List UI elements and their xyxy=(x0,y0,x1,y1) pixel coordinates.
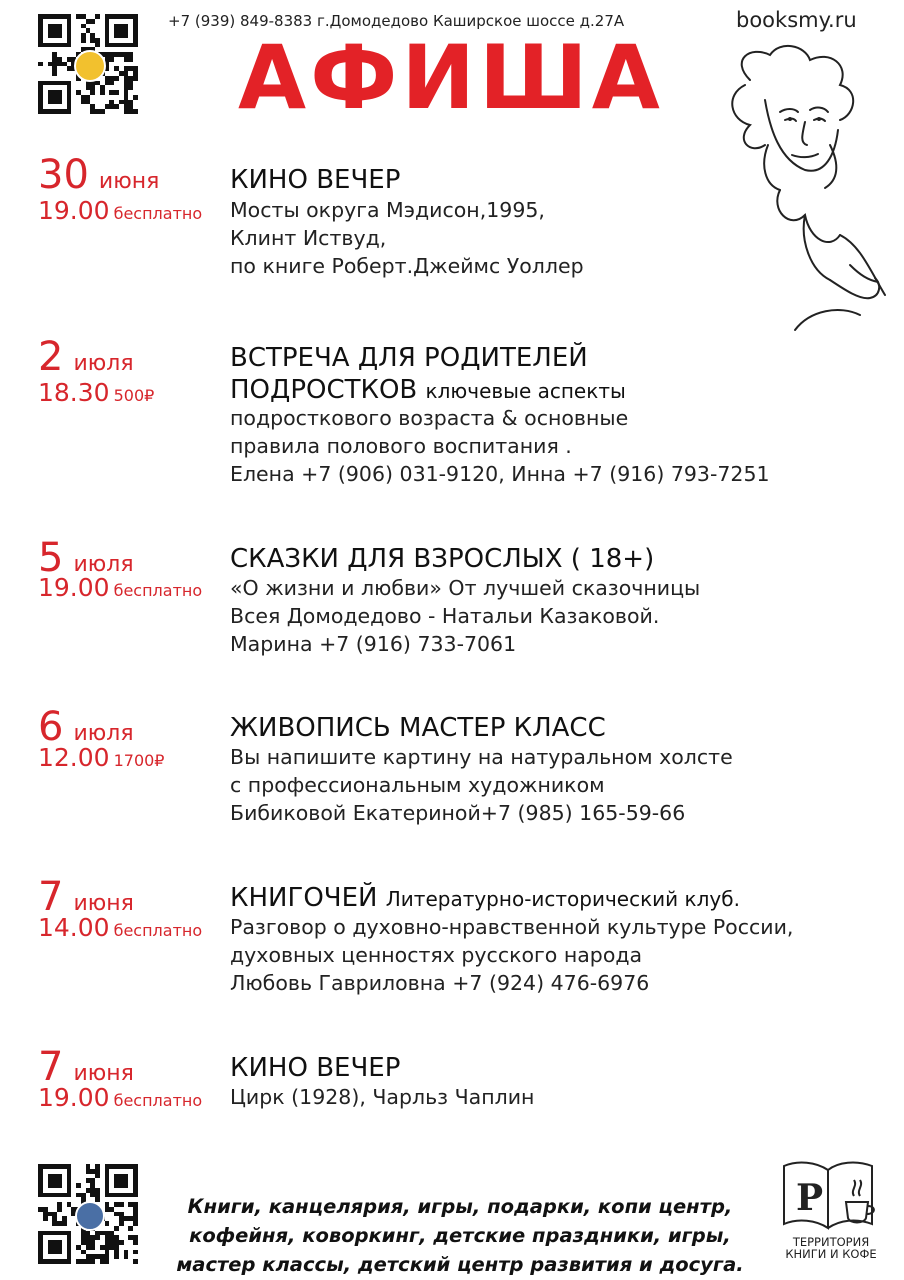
event-date xyxy=(38,334,134,380)
event-title: КНИГОЧЕЙ xyxy=(230,883,378,913)
event-title: ЖИВОПИСЬ МАСТЕР КЛАСС xyxy=(230,713,606,743)
event-line: Бибиковой Екатериной+7 (985) 165-59-66 xyxy=(230,801,686,825)
event-price: 500₽ xyxy=(113,386,155,405)
event-line: подросткового возраста & основные xyxy=(230,406,629,430)
event-month: июля xyxy=(73,351,134,376)
event-time-value: 19.00 xyxy=(38,1083,110,1112)
logo-caption xyxy=(770,1236,892,1260)
event-time-value: 12.00 xyxy=(38,743,110,772)
event-date xyxy=(38,1044,134,1090)
event-line: Всея Домодедово - Натальи Казаковой. xyxy=(230,604,660,628)
event-line: Клинт Иствуд, xyxy=(230,226,387,250)
event-time xyxy=(38,1085,202,1110)
event-time-value: 19.00 xyxy=(38,573,110,602)
event-month: июля xyxy=(73,721,134,746)
event-line: духовных ценностях русского народа xyxy=(230,943,643,967)
event-line: Любовь Гавриловна +7 (924) 476-6976 xyxy=(230,971,650,995)
logo-letter: Р xyxy=(796,1177,824,1219)
event-line: Цирк (1928), Чарльз Чаплин xyxy=(230,1085,535,1109)
event-month: июля xyxy=(73,552,134,577)
pushkin-sketch-icon xyxy=(710,40,900,340)
event-price: бесплатно xyxy=(113,1091,203,1110)
footer-line: кофейня, коворкинг, детские праздники, игры, xyxy=(189,1224,731,1247)
qr-logo-icon xyxy=(74,50,106,82)
event-price: бесплатно xyxy=(113,204,203,223)
event-day: 2 xyxy=(38,334,64,380)
event-time xyxy=(38,745,164,770)
event-day: 6 xyxy=(38,704,64,750)
logo-line1: ТЕРРИТОРИЯ xyxy=(792,1235,870,1249)
event-title2: ПОДРОСТКОВ xyxy=(230,375,418,405)
footer-line: мастер классы, детский центр развития и досуга. xyxy=(176,1253,744,1276)
event-line: по книге Роберт.Джеймс Уоллер xyxy=(230,254,584,278)
page-title: АФИША xyxy=(238,26,664,129)
event-time xyxy=(38,575,202,600)
event-title: ВСТРЕЧА ДЛЯ РОДИТЕЛЕЙ xyxy=(230,343,588,373)
event-time xyxy=(38,198,202,223)
event-price: 1700₽ xyxy=(113,751,165,770)
event-day: 30 xyxy=(38,152,89,198)
footer-services xyxy=(150,1192,770,1279)
event-price: бесплатно xyxy=(113,581,203,600)
event-line: с профессиональным художником xyxy=(230,773,605,797)
event-time-value: 14.00 xyxy=(38,913,110,942)
event-title: СКАЗКИ ДЛЯ ВЗРОСЛЫХ ( 18+) xyxy=(230,544,655,574)
event-title-row xyxy=(230,885,740,911)
event-line: правила полового воспитания . xyxy=(230,434,572,458)
event-price: бесплатно xyxy=(113,921,203,940)
event-title-line2 xyxy=(230,377,626,403)
event-day: 5 xyxy=(38,535,64,581)
qr-logo-icon xyxy=(75,1201,105,1231)
book-coffee-logo-icon xyxy=(776,1158,886,1238)
event-line: Вы напишите картину на натуральном холсте xyxy=(230,745,733,769)
event-title: КИНО ВЕЧЕР xyxy=(230,1053,401,1083)
qr-code-top xyxy=(38,14,138,114)
header-contact: +7 (939) 849-8383 г.Домодедово Каширское шоссе д.27А xyxy=(168,12,625,30)
event-time-value: 19.00 xyxy=(38,196,110,225)
event-day: 7 xyxy=(38,1044,64,1090)
event-title: КИНО ВЕЧЕР xyxy=(230,165,401,195)
event-line: Марина +7 (916) 733-7061 xyxy=(230,632,517,656)
event-date xyxy=(38,874,134,920)
footer-line: Книги, канцелярия, игры, подарки, копи центр, xyxy=(187,1195,733,1218)
event-day: 7 xyxy=(38,874,64,920)
event-date xyxy=(38,535,134,581)
event-line: Мосты округа Мэдисон,1995, xyxy=(230,198,545,222)
event-title-extra: Литературно-исторический клуб. xyxy=(385,887,740,911)
event-title2-extra: ключевые аспекты xyxy=(425,379,626,403)
qr-code-bottom xyxy=(38,1164,138,1264)
event-line: «О жизни и любви» От лучшей сказочницы xyxy=(230,576,701,600)
header-site[interactable]: booksmy.ru xyxy=(736,8,857,32)
event-time xyxy=(38,380,154,405)
event-month: июня xyxy=(73,891,134,916)
event-time-value: 18.30 xyxy=(38,378,110,407)
event-date xyxy=(38,152,160,198)
logo-line2: КНИГИ И КОФЕ xyxy=(785,1247,877,1261)
event-month: июня xyxy=(73,1061,134,1086)
event-date xyxy=(38,704,134,750)
event-line: Разговор о духовно-нравственной культуре России, xyxy=(230,915,794,939)
event-line: Елена +7 (906) 031-9120, Инна +7 (916) 793-7251 xyxy=(230,462,770,486)
event-month: июня xyxy=(98,169,160,194)
event-time xyxy=(38,915,202,940)
